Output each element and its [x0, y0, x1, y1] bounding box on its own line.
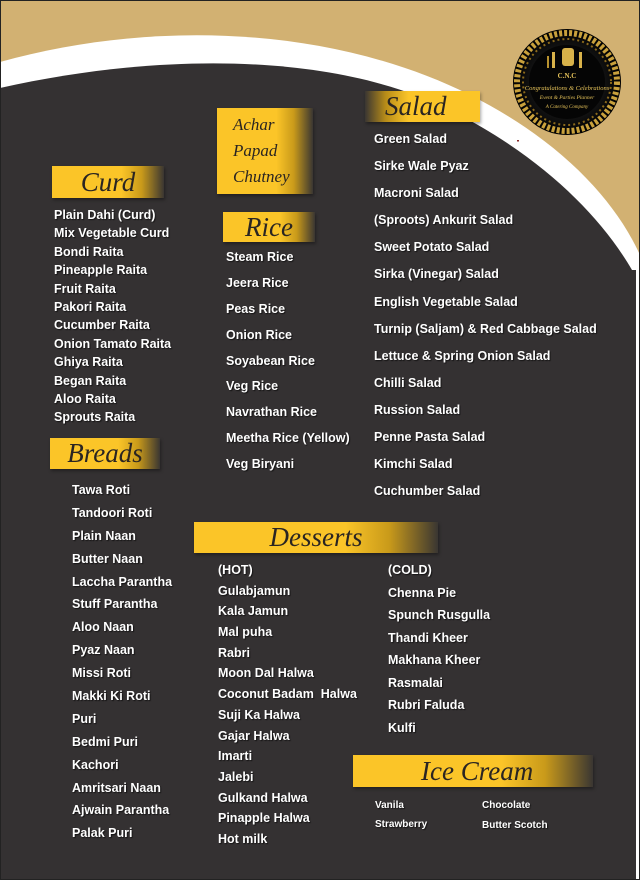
list-item: Pinapple Halwa	[218, 811, 310, 826]
list-item: Sirke Wale Pyaz	[374, 159, 469, 174]
rice-list	[226, 245, 350, 478]
salad-list	[374, 126, 597, 505]
list-item: Hot milk	[218, 831, 268, 846]
breads-list	[72, 479, 172, 845]
list-item: Fruit Raita	[54, 281, 116, 296]
list-item: Pineapple Raita	[54, 263, 148, 278]
list-item: Imarti	[218, 749, 253, 764]
hot-label: (HOT)	[218, 563, 253, 577]
list-item: Kimchi Salad	[374, 457, 453, 472]
list-item: Began Raita	[54, 373, 127, 388]
list-item: Onion Tamato Raita	[54, 336, 172, 351]
list-item: Rubri Faluda	[388, 698, 465, 712]
list-item: Cuchumber Salad	[374, 484, 481, 499]
list-item: Amritsari Naan	[72, 780, 161, 795]
list-item: Tandoori Roti	[72, 505, 153, 520]
list-item: Kala Jamun	[218, 604, 289, 619]
rice-title: Rice	[245, 211, 293, 242]
list-item: Makhana Kheer	[388, 653, 481, 667]
cold-desserts-list	[388, 559, 490, 739]
list-item: Chenna Pie	[388, 585, 457, 600]
desserts-section-header	[194, 522, 438, 553]
list-item: Suji Ka Halwa	[218, 707, 300, 722]
chutney-label: Chutney	[233, 167, 290, 186]
list-item: Sprouts Raita	[54, 410, 136, 425]
list-item: Coconut Badam Halwa	[218, 687, 357, 702]
list-item: Rasmalai	[388, 675, 443, 690]
ice-cream-item: Vanila	[375, 800, 404, 811]
breads-title: Breads	[67, 438, 143, 468]
list-item: Stuff Parantha	[72, 597, 158, 612]
list-item: Veg Biryani	[226, 457, 295, 472]
list-item: Onion Rice	[226, 327, 292, 342]
list-item: Laccha Parantha	[72, 574, 173, 589]
list-item: Pakori Raita	[54, 299, 127, 314]
papad-label: Papad	[233, 141, 278, 160]
list-item: Soyabean Rice	[226, 353, 315, 368]
logo-subtitle: Event & Parties Planner	[539, 95, 595, 101]
list-item: Mix Vegetable Curd	[54, 226, 170, 241]
curd-list	[54, 206, 171, 427]
list-item: Butter Naan	[72, 551, 143, 566]
list-item: Palak Puri	[72, 826, 133, 841]
list-item: Peas Rice	[226, 301, 286, 316]
salad-title: Salad	[385, 91, 447, 121]
list-item: Sirka (Vinegar) Salad	[374, 267, 499, 282]
list-item: Sweet Potato Salad	[374, 240, 490, 255]
list-item: Cucumber Raita	[54, 318, 150, 333]
logo-company-type: A Catering Company	[545, 105, 589, 110]
list-item: Moon Dal Halwa	[218, 666, 314, 681]
ice-cream-section-header	[353, 755, 593, 787]
list-item: Gajar Halwa	[218, 728, 290, 743]
list-item: (Sproots) Ankurit Salad	[374, 213, 514, 228]
list-item: Missi Roti	[72, 666, 132, 681]
achar-papad-chutney-banner	[217, 108, 313, 194]
ice-cream-item: Strawberry	[375, 819, 428, 830]
breads-section-header	[50, 438, 160, 469]
list-item: Ghiya Raita	[54, 355, 123, 370]
list-item: Kulfi	[388, 720, 416, 735]
list-item: Pyaz Naan	[72, 643, 135, 658]
list-item: Meetha Rice (Yellow)	[226, 431, 350, 446]
ice-cream-title: Ice Cream	[421, 755, 534, 786]
ice-cream-item: Butter Scotch	[482, 820, 548, 831]
list-item: Spunch Rusgulla	[388, 608, 491, 622]
list-item: Navrathan Rice	[226, 405, 318, 420]
rice-section-header	[223, 212, 315, 242]
list-item: Puri	[72, 711, 97, 726]
list-item: Lettuce & Spring Onion Salad	[374, 348, 551, 363]
list-item: Makki Ki Roti	[72, 689, 151, 704]
list-item: Gulkand Halwa	[218, 790, 308, 805]
logo-brand-text: C.N.C	[557, 72, 577, 80]
list-item: Penne Pasta Salad	[374, 430, 486, 445]
list-item: Aloo Naan	[72, 620, 134, 635]
list-item: Jalebi	[218, 769, 254, 784]
list-item: Kachori	[72, 757, 119, 772]
curd-title: Curd	[80, 166, 136, 197]
list-item: Turnip (Saljam) & Red Cabbage Salad	[374, 321, 597, 336]
ice-cream-item: Chocolate	[482, 800, 531, 811]
logo-emblem-icon	[512, 28, 622, 136]
list-item: Veg Rice	[226, 379, 279, 394]
list-item: Plain Naan	[72, 528, 136, 543]
curd-section-header	[52, 166, 164, 198]
list-item: Tawa Roti	[72, 483, 131, 497]
list-item: Russion Salad	[374, 402, 461, 417]
list-item: Aloo Raita	[54, 391, 116, 406]
hot-desserts-list	[218, 560, 357, 850]
list-item: Macroni Salad	[374, 186, 459, 201]
list-item: Plain Dahi (Curd)	[54, 208, 156, 222]
list-item: Thandi Kheer	[388, 630, 468, 645]
list-item: Green Salad	[374, 132, 447, 146]
list-item: Bondi Raita	[54, 244, 124, 259]
achar-label: Achar	[233, 115, 275, 134]
list-item: Ajwain Parantha	[72, 803, 170, 818]
cold-label: (COLD)	[388, 563, 432, 577]
desserts-title: Desserts	[269, 522, 363, 552]
list-item: Mal puha	[218, 625, 273, 640]
logo-tagline: Congratulations & Celebrations	[524, 85, 610, 92]
list-item: Bedmi Puri	[72, 734, 138, 749]
list-item: Rabri	[218, 645, 250, 660]
list-item: Gulabjamun	[218, 583, 291, 598]
list-item: Steam Rice	[226, 250, 294, 264]
list-item: Chilli Salad	[374, 375, 442, 390]
list-item: English Vegetable Salad	[374, 294, 518, 309]
list-item: Jeera Rice	[226, 275, 289, 290]
salad-section-header	[365, 91, 480, 122]
company-logo	[512, 28, 622, 136]
